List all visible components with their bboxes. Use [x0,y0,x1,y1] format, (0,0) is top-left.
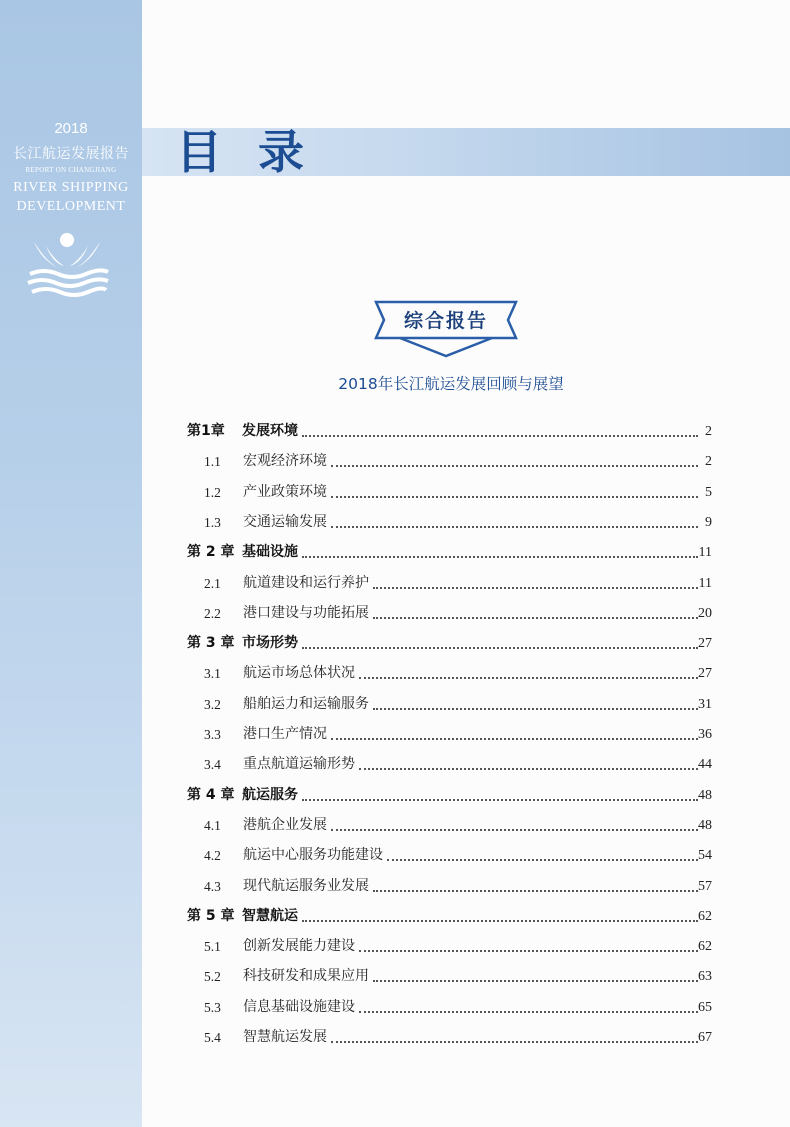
toc-section-row[interactable] [0,570,790,598]
toc-page-number: 2 [705,424,712,439]
toc-chapter-row[interactable] [0,539,790,567]
toc-title: 航运中心服务功能建设 [243,847,383,864]
toc-title: 信息基础设施建设 [243,998,355,1015]
toc-page-number: 62 [698,908,712,924]
toc-number: 5.1 [204,939,221,955]
toc-leader-dots [331,465,698,467]
toc-section-row[interactable] [0,963,790,991]
sidebar-title-cn: 长江航运发展报告 [13,146,129,162]
toc-leader-dots [373,587,698,589]
toc-page-number: 2 [705,454,712,470]
toc-number: 3.2 [204,696,221,712]
toc-section-row[interactable] [0,842,790,870]
toc-leader-dots [373,708,698,710]
toc-number: 4.1 [204,817,221,833]
toc-title: 宏观经济环境 [243,453,327,470]
page-title-char-2: 录 [258,125,304,179]
toc-page-number: 57 [698,878,712,894]
toc-leader-dots [373,617,698,619]
toc-title: 重点航道运输形势 [243,756,355,773]
toc-chapter-row[interactable] [0,903,790,931]
toc-section-row[interactable] [0,994,790,1022]
toc-number: 第 2 章 [187,544,235,561]
toc-leader-dots [331,738,698,740]
toc-page-number: 20 [698,605,712,621]
toc-page-number: 54 [698,848,712,864]
toc-title: 市场形势 [242,635,298,652]
toc-section-row[interactable] [0,873,790,901]
toc-title: 船舶运力和运输服务 [243,695,369,712]
toc-section-row[interactable] [0,721,790,749]
toc-title: 航运服务 [242,786,298,803]
toc-leader-dots [331,496,698,498]
toc-number: 第 5 章 [187,907,235,924]
report-title: 2018年长江航运发展回顾与展望 [338,375,564,393]
toc-title: 产业政策环境 [243,483,327,500]
toc-title: 交通运输发展 [243,513,327,530]
toc-section-row[interactable] [0,1024,790,1052]
toc-leader-dots [359,950,698,952]
toc-number: 5.2 [204,969,221,985]
toc-leader-dots [331,1041,698,1043]
toc-section-row[interactable] [0,660,790,688]
wave-logo-icon [24,228,110,298]
toc-leader-dots [331,526,698,528]
toc-number: 1.2 [204,484,221,500]
sidebar-development: DEVELOPMENT [16,199,126,214]
toc-section-row[interactable] [0,933,790,961]
sidebar-year: 2018 [54,120,88,137]
toc-section-row[interactable] [0,479,790,507]
toc-number: 5.4 [204,1030,221,1045]
toc-leader-dots [302,799,698,801]
toc-number: 第 3 章 [187,635,235,652]
toc-chapter-row[interactable] [0,418,790,446]
toc-leader-dots [359,768,698,770]
toc-number: 3.1 [204,666,221,682]
toc-leader-dots [331,829,698,831]
toc-title: 航道建设和运行养护 [243,574,369,591]
toc-leader-dots [302,647,698,649]
toc-section-row[interactable] [0,812,790,840]
toc-title: 港口建设与功能拓展 [243,604,369,621]
toc-number: 2.1 [204,575,221,591]
toc-number: 4.2 [204,848,221,864]
toc-page-number: 63 [698,969,712,985]
toc-leader-dots [302,435,698,437]
toc-page-number: 11 [698,575,712,591]
toc-title: 现代航运服务业发展 [243,877,369,894]
toc-section-row[interactable] [0,751,790,779]
toc-title: 港口生产情况 [243,726,327,742]
toc-page-number: 27 [698,666,712,682]
sidebar-river-shipping: RIVER SHIPPING [13,180,129,195]
toc-section-row[interactable] [0,448,790,476]
toc-number: 4.3 [204,878,221,894]
toc-page-number: 36 [698,727,712,742]
toc-page-number: 67 [698,1030,712,1045]
toc-number: 1.1 [204,454,221,470]
toc-page-number: 27 [698,636,712,652]
toc-title: 科技研发和成果应用 [243,968,369,985]
page-title-char-1: 目 [176,125,222,179]
toc-page-number: 48 [698,817,712,833]
toc-number: 第 4 章 [187,786,235,803]
toc-section-row[interactable] [0,691,790,719]
toc-leader-dots [302,556,698,558]
toc-page-number: 44 [698,757,712,773]
toc-number: 2.2 [204,605,221,621]
sidebar-report-on: REPORT ON CHANGJIANG [25,166,117,174]
toc-number: 第1章 [187,423,225,439]
toc-number: 3.4 [204,757,221,773]
toc-page-number: 5 [705,484,712,500]
toc-section-row[interactable] [0,600,790,628]
toc-title: 智慧航运 [242,907,298,924]
toc-title: 创新发展能力建设 [243,938,355,955]
toc-number: 3.3 [204,727,221,742]
toc-page-number: 62 [698,939,712,955]
toc-number: 1.3 [204,514,221,530]
toc-page-number: 11 [698,545,712,561]
toc-page-number: 48 [698,787,712,803]
toc-title: 发展环境 [242,423,298,439]
toc-leader-dots [373,980,698,982]
section-label: 综合报告 [403,310,488,332]
toc-leader-dots [359,677,698,679]
toc-title: 航运市场总体状况 [243,665,355,682]
toc-title: 智慧航运发展 [243,1029,327,1045]
title-bar [142,128,790,176]
toc-leader-dots [359,1011,698,1013]
toc-leader-dots [387,859,698,861]
toc-page-number: 31 [698,696,712,712]
toc-chapter-row[interactable] [0,630,790,658]
toc-chapter-row[interactable] [0,782,790,810]
toc-title: 基础设施 [242,544,298,561]
toc-title: 港航企业发展 [243,816,327,833]
toc-leader-dots [373,890,698,892]
toc-section-row[interactable] [0,509,790,537]
toc-page-number: 65 [698,999,712,1015]
toc-leader-dots [302,920,698,922]
toc-page-number: 9 [705,514,712,530]
toc-number: 5.3 [204,999,221,1015]
